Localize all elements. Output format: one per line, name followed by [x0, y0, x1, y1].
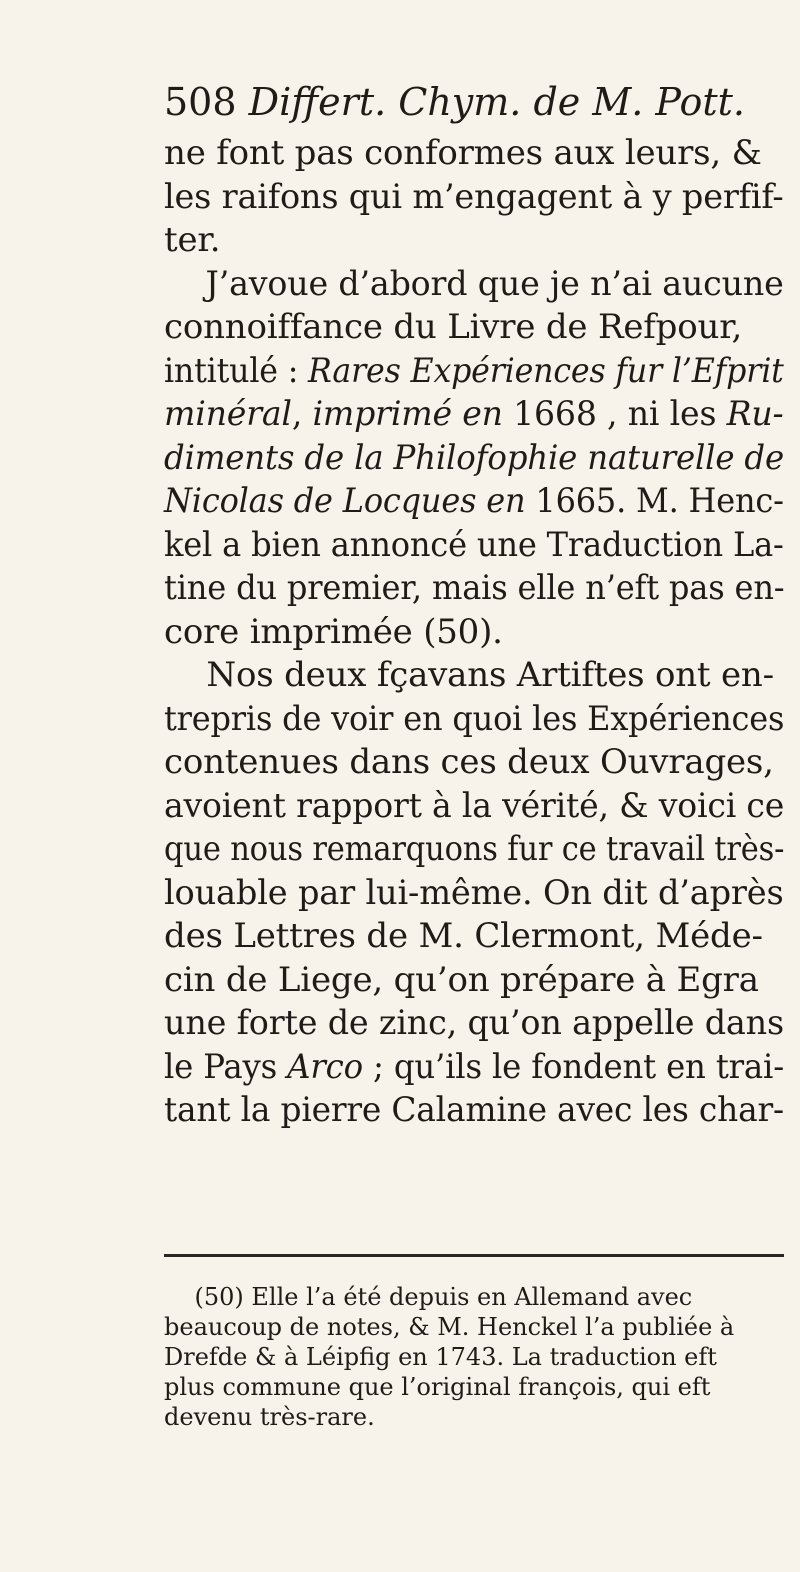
text-run: 1668 , ni les: [502, 394, 727, 434]
text-line: [164, 1046, 784, 1090]
text-line: [164, 611, 784, 655]
text-run: que nous remarquons fur ce travail très-: [164, 829, 785, 869]
text-run: trepris de voir en quoi les Expériences: [164, 698, 785, 739]
italic-run: diments de la Philofophie naturelle de: [164, 437, 785, 478]
text-run: tant la pierre Calamine avec les char-: [164, 1090, 784, 1130]
text-line: [164, 1089, 784, 1133]
footnote-line: devenu très-rare.: [164, 1403, 375, 1431]
text-line: [164, 350, 784, 394]
text-line: [164, 219, 784, 263]
text-run: tine du premier, mais elle n’eft pas en-: [164, 568, 785, 608]
italic-run: Rares Expériences fur l’Efprit: [308, 350, 784, 391]
footnote-line: (50) Elle l’a été depuis en Allemand avec: [164, 1283, 693, 1311]
text-line: [164, 741, 784, 785]
text-run: louable par lui-même. On dit d’après: [164, 872, 784, 913]
text-line: [164, 698, 785, 742]
text-line: [164, 828, 785, 872]
text-line: [164, 393, 784, 437]
body-text: [164, 132, 784, 1133]
text-line: [164, 263, 784, 307]
text-run: core imprimée (50).: [164, 611, 503, 652]
footnote-line: beaucoup de notes, & M. Henckel l’a publiée à: [164, 1313, 735, 1341]
footnote-line: plus commune que l’original françois, qui eft: [164, 1373, 711, 1401]
text-line: [164, 1002, 784, 1046]
text-run: une forte de zinc, qu’on appelle dans: [164, 1003, 784, 1043]
text-line: [164, 524, 784, 568]
text-line: [164, 915, 784, 959]
italic-run: Nicolas de Locques en: [164, 481, 526, 521]
text-run: des Lettres de M. Clermont, Méde-: [164, 916, 763, 956]
text-run: ter.: [164, 220, 221, 260]
page-number: 508: [164, 80, 237, 124]
italic-run: Arco: [287, 1046, 363, 1087]
text-run: contenues dans ces deux Ouvrages,: [164, 742, 774, 782]
text-run: le Pays: [164, 1046, 288, 1087]
running-title: Differt. Chym. de M. Pott.: [248, 80, 745, 124]
text-line: [164, 306, 784, 350]
text-run: ,: [291, 394, 313, 434]
text-run: avoient rapport à la vérité, & voici ce: [164, 785, 785, 826]
text-line: [164, 437, 785, 481]
italic-run: Ru-: [726, 394, 784, 434]
italic-run: imprimé en: [312, 394, 503, 434]
text-run: 1665. M. Henc-: [525, 481, 784, 521]
footnote-rule: [164, 1254, 784, 1257]
text-run: cin de Liege, qu’on prépare à Egra: [164, 959, 759, 1000]
text-line: [164, 176, 784, 220]
text-line: [164, 132, 784, 176]
text-run: kel a bien annoncé une Traduction La-: [164, 524, 784, 565]
text-run: ne font pas conformes aux leurs, &: [164, 133, 762, 173]
footnote: [164, 1282, 784, 1432]
running-head: [164, 80, 745, 124]
text-line: [164, 785, 785, 829]
text-line: [164, 654, 784, 698]
text-line: [164, 959, 784, 1003]
text-run: J’avoue d’abord que je n’ai aucune: [164, 263, 784, 304]
italic-run: minéral: [164, 394, 292, 434]
text-line: [164, 872, 784, 916]
text-run: les raifons qui m’engagent à y perfif-: [164, 176, 784, 217]
text-line: [164, 567, 785, 611]
text-run: ; qu’ils le fondent en trai-: [362, 1046, 784, 1087]
text-run: connoiffance du Livre de Refpour,: [164, 307, 743, 347]
text-run: Nos deux fçavans Artiftes ont en-: [164, 655, 774, 695]
text-line: [164, 480, 784, 524]
footnote-line: Drefde & à Léipfig en 1743. La traduction eft: [164, 1343, 717, 1371]
text-run: intitulé :: [164, 350, 309, 391]
